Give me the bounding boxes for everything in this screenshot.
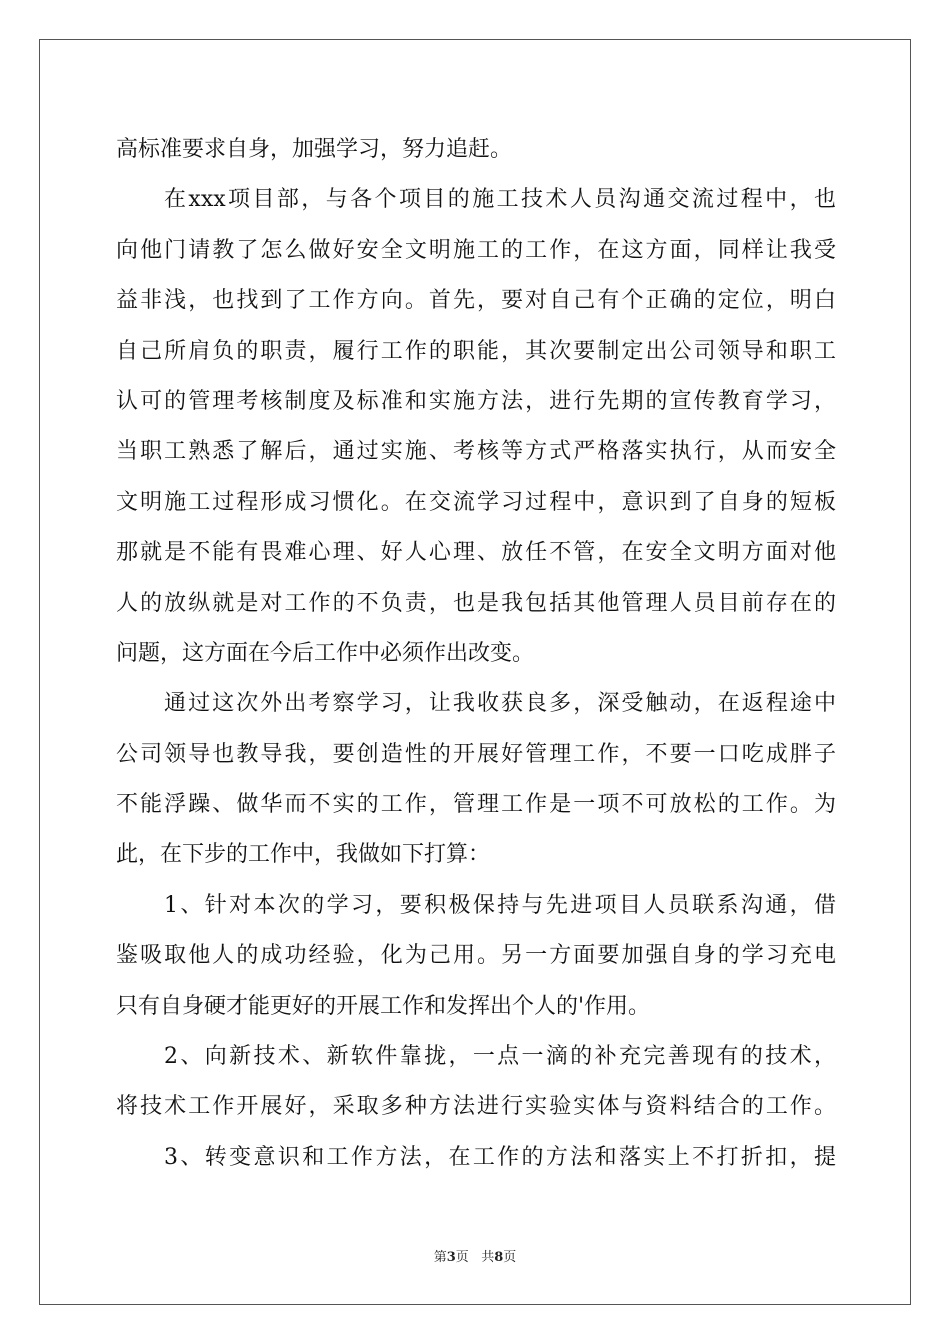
text-line: 问题，这方面在今后工作中必须作出改变。 bbox=[116, 640, 535, 666]
paragraph-start-line: 在xxx项目部，与各个项目的施工技术人员沟通交流过程中，也 bbox=[164, 187, 836, 213]
page-footer bbox=[0, 1246, 950, 1265]
text-line: 当职工熟悉了解后，通过实施、考核等方式严格落实执行，从而安全 bbox=[116, 439, 836, 465]
footer-total-suffix: 页 bbox=[503, 1250, 517, 1265]
text-line: 公司领导也教导我，要创造性的开展好管理工作，不要一口吃成胖子 bbox=[116, 741, 836, 767]
text-line: 认可的管理考核制度及标准和实施方法，进行先期的宣传教育学习， bbox=[116, 388, 836, 414]
text-line: 人的放纵就是对工作的不负责，也是我包括其他管理人员目前存在的 bbox=[116, 590, 836, 616]
text-line: 向他门请教了怎么做好安全文明施工的工作，在这方面，同样让我受 bbox=[116, 237, 836, 263]
text-line: 只有自身硬才能更好的开展工作和发挥出个人的'作用。 bbox=[116, 993, 651, 1019]
list-item-2-line: 2、向新技术、新软件靠拢，一点一滴的补充完善现有的技术， bbox=[164, 1044, 836, 1070]
footer-total-prefix: 共 bbox=[481, 1250, 495, 1265]
text-line: 高标准要求自身，加强学习，努力追赶。 bbox=[116, 137, 513, 162]
list-item-3-line: 3、转变意识和工作方法，在工作的方法和落实上不打折扣，提 bbox=[164, 1144, 836, 1170]
text-line: 此，在下步的工作中，我做如下打算： bbox=[116, 842, 491, 868]
footer-prefix: 第 bbox=[433, 1250, 447, 1265]
paragraph-start-line: 通过这次外出考察学习，让我收获良多，深受触动，在返程途中 bbox=[164, 691, 836, 717]
text-line: 益非浅，也找到了工作方向。首先，要对自己有个正确的定位，明白 bbox=[116, 288, 836, 314]
text-line: 将技术工作开展好，采取多种方法进行实验实体与资料结合的工作。 bbox=[116, 1094, 836, 1120]
text-line: 那就是不能有畏难心理、好人心理、放任不管，在安全文明方面对他 bbox=[116, 540, 836, 566]
total-page-count: 8 bbox=[494, 1250, 504, 1265]
text-line: 自己所肩负的职责，履行工作的职能，其次要制定出公司领导和职工 bbox=[116, 338, 836, 364]
text-line: 鉴吸取他人的成功经验，化为己用。另一方面要加强自身的学习充电 bbox=[116, 943, 836, 969]
list-item-1-line: 1、针对本次的学习，要积极保持与先进项目人员联系沟通，借 bbox=[164, 892, 836, 918]
current-page-number: 3 bbox=[446, 1250, 456, 1265]
document-body bbox=[116, 125, 836, 1183]
footer-page-suffix: 页 bbox=[455, 1250, 469, 1265]
text-line: 文明施工过程形成习惯化。在交流学习过程中，意识到了自身的短板 bbox=[116, 489, 836, 515]
text-line: 不能浮躁、做华而不实的工作，管理工作是一项不可放松的工作。为 bbox=[116, 792, 836, 818]
